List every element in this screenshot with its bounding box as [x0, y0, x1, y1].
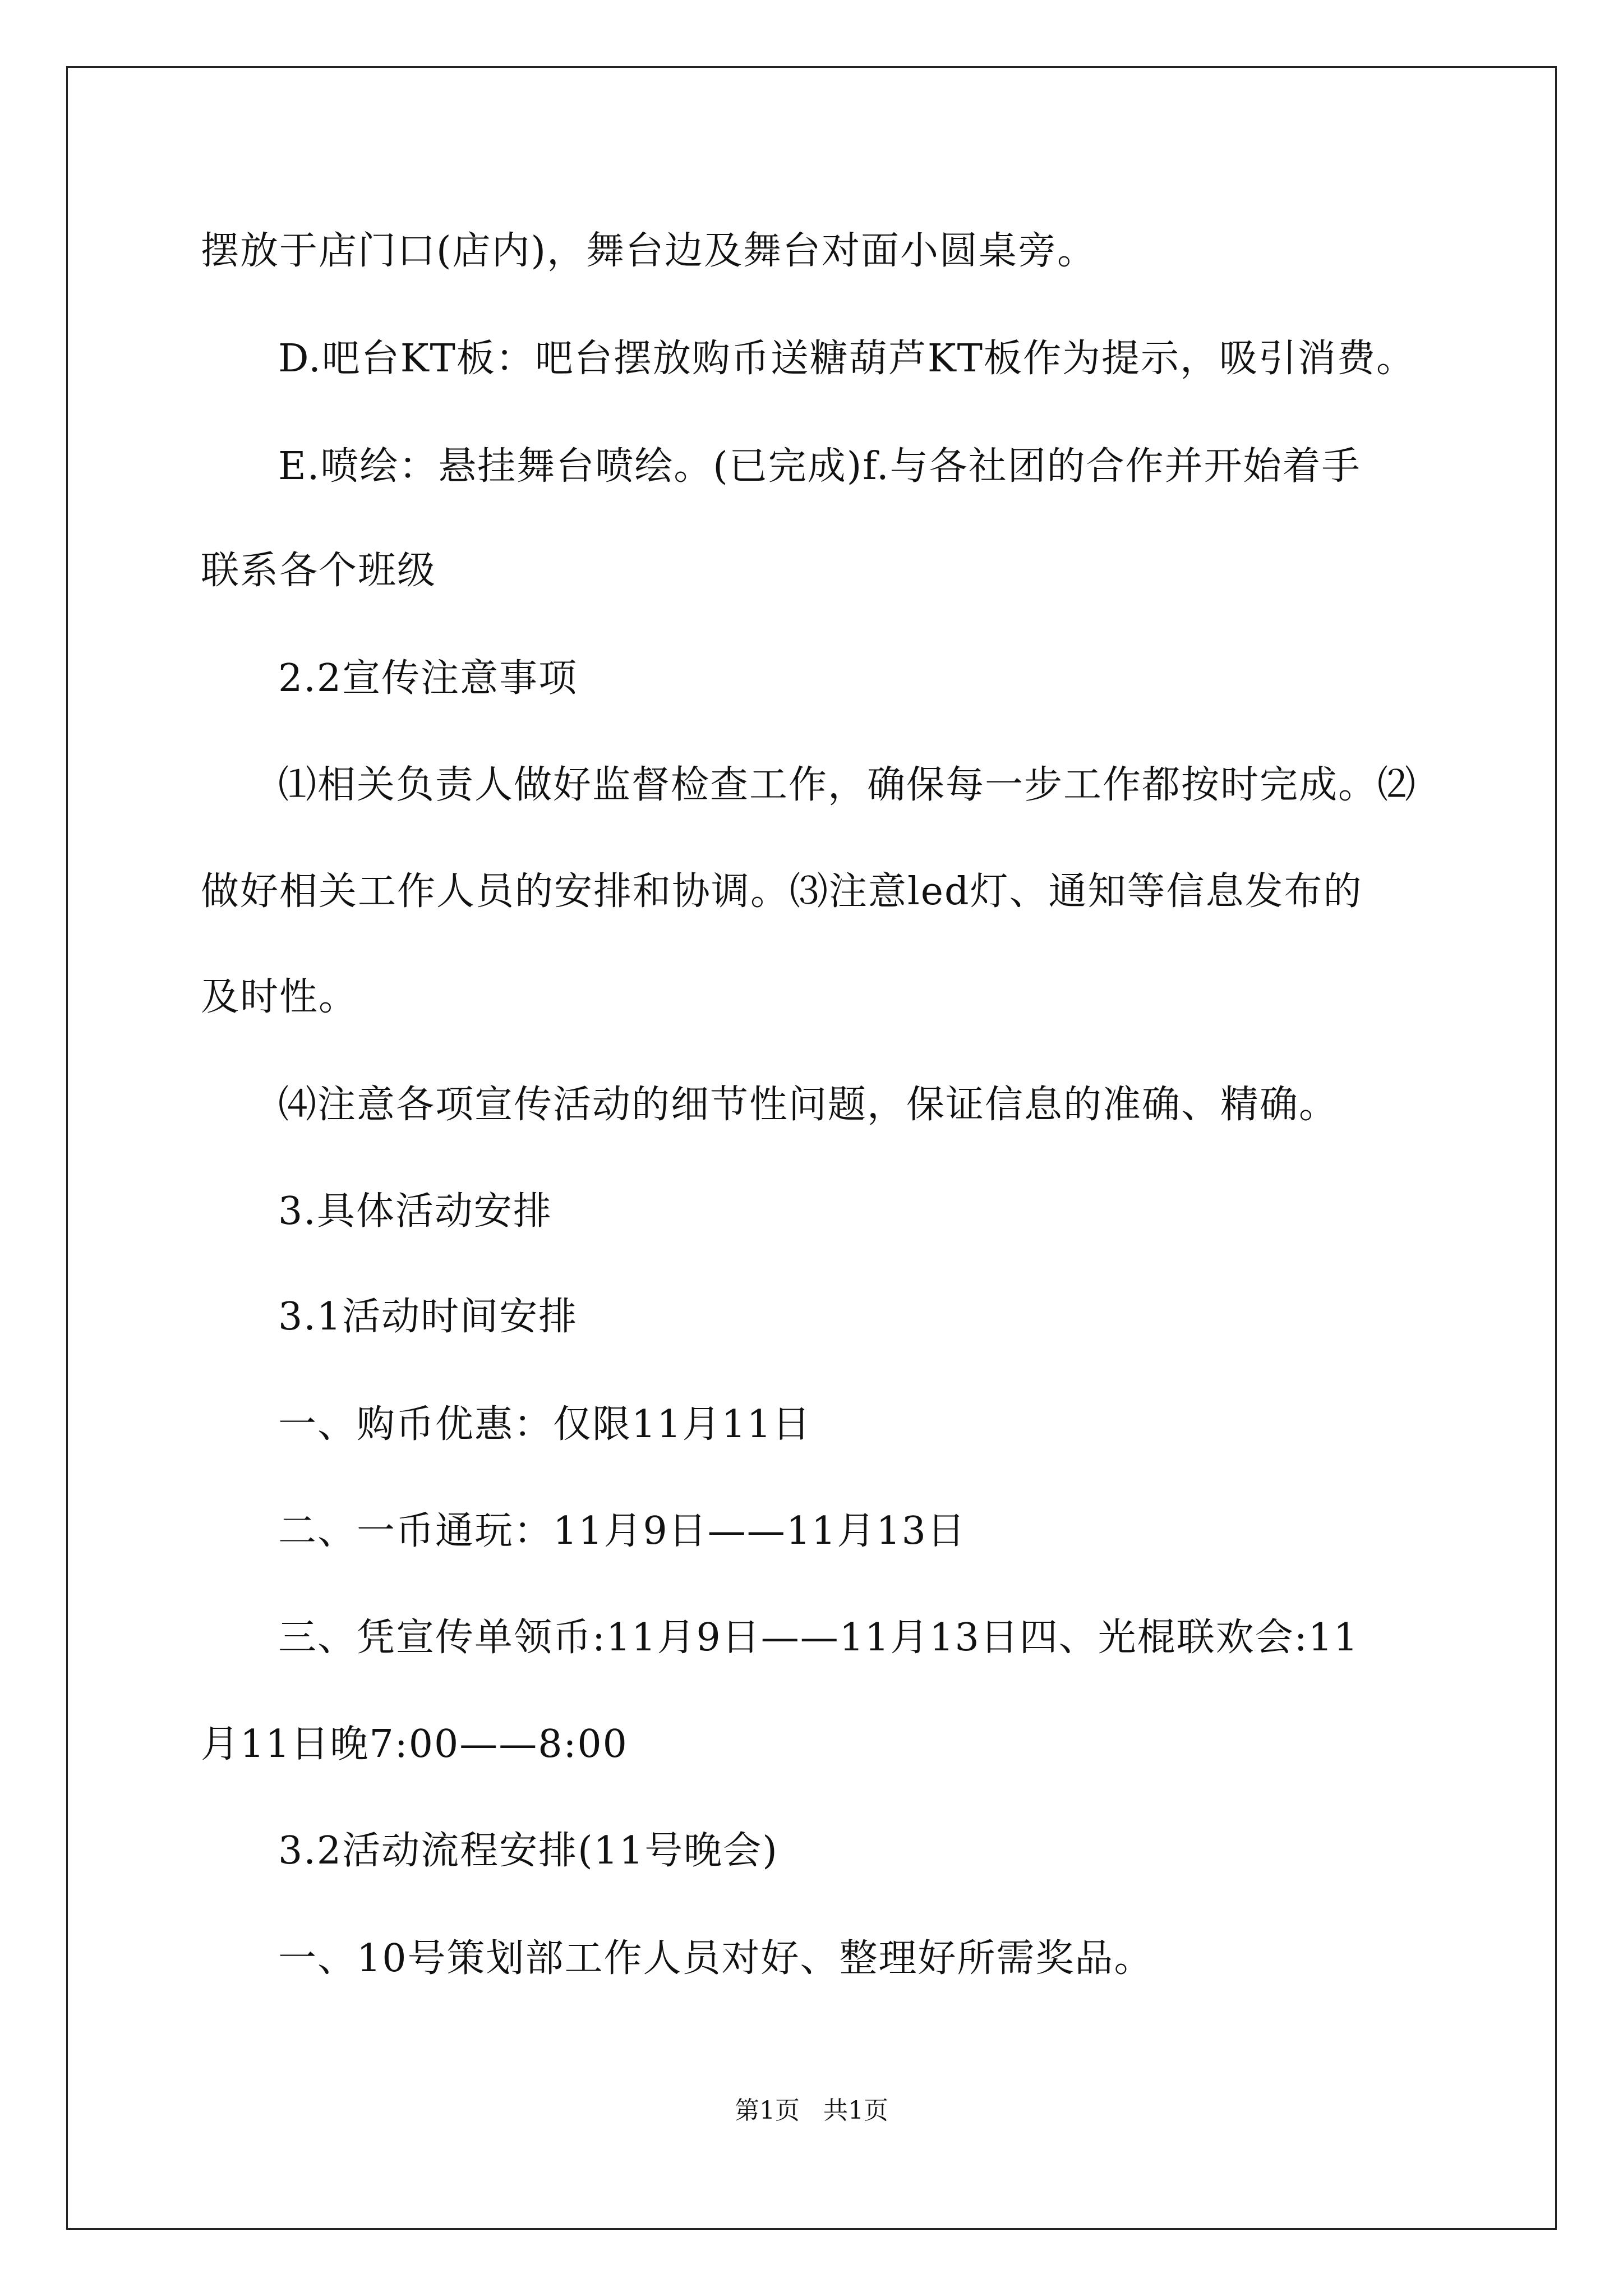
section-heading-2-2: 2.2宣传注意事项 [278, 656, 578, 701]
section-heading-3-2: 3.2活动流程安排(11号晚会) [278, 1829, 778, 1873]
text-line-8: 及时性。 [201, 975, 358, 1019]
text-line-17: 一、10号策划部工作人员对好、整理好所需奖品。 [278, 1936, 1154, 1981]
text-line-4: 联系各个班级 [201, 549, 437, 593]
text-line-2: D.吧台KT板：吧台摆放购币送糖葫芦KT板作为提示，吸引消费。 [278, 337, 1416, 381]
text-line-7: 做好相关工作人员的安排和协调。⑶注意led灯、通知等信息发布的 [201, 869, 1363, 914]
text-line-3: E.喷绘：悬挂舞台喷绘。(已完成)f.与各社团的合作并开始着手 [278, 444, 1361, 489]
section-heading-3: 3.具体活动安排 [278, 1189, 552, 1234]
text-line-1: 摆放于店门口(店内)，舞台边及舞台对面小圆桌旁。 [201, 229, 1097, 273]
page-border [66, 66, 1557, 2230]
section-heading-3-1: 3.1活动时间安排 [278, 1295, 578, 1339]
text-line-9: ⑷注意各项宣传活动的细节性问题，保证信息的准确、精确。 [278, 1083, 1339, 1127]
text-line-6: ⑴相关负责人做好监督检查工作，确保每一步工作都按时完成。⑵ [278, 763, 1417, 807]
text-line-12: 一、购币优惠：仅限11月11日 [278, 1402, 812, 1447]
text-line-13: 二、一币通玩：11月9日——11月13日 [278, 1509, 966, 1553]
page-footer: 第1页 共1页 [735, 2096, 888, 2125]
text-line-15: 月11日晚7:00——8:00 [201, 1722, 628, 1766]
text-line-14: 三、凭宣传单领币:11月9日——11月13日四、光棍联欢会:11 [278, 1616, 1359, 1660]
